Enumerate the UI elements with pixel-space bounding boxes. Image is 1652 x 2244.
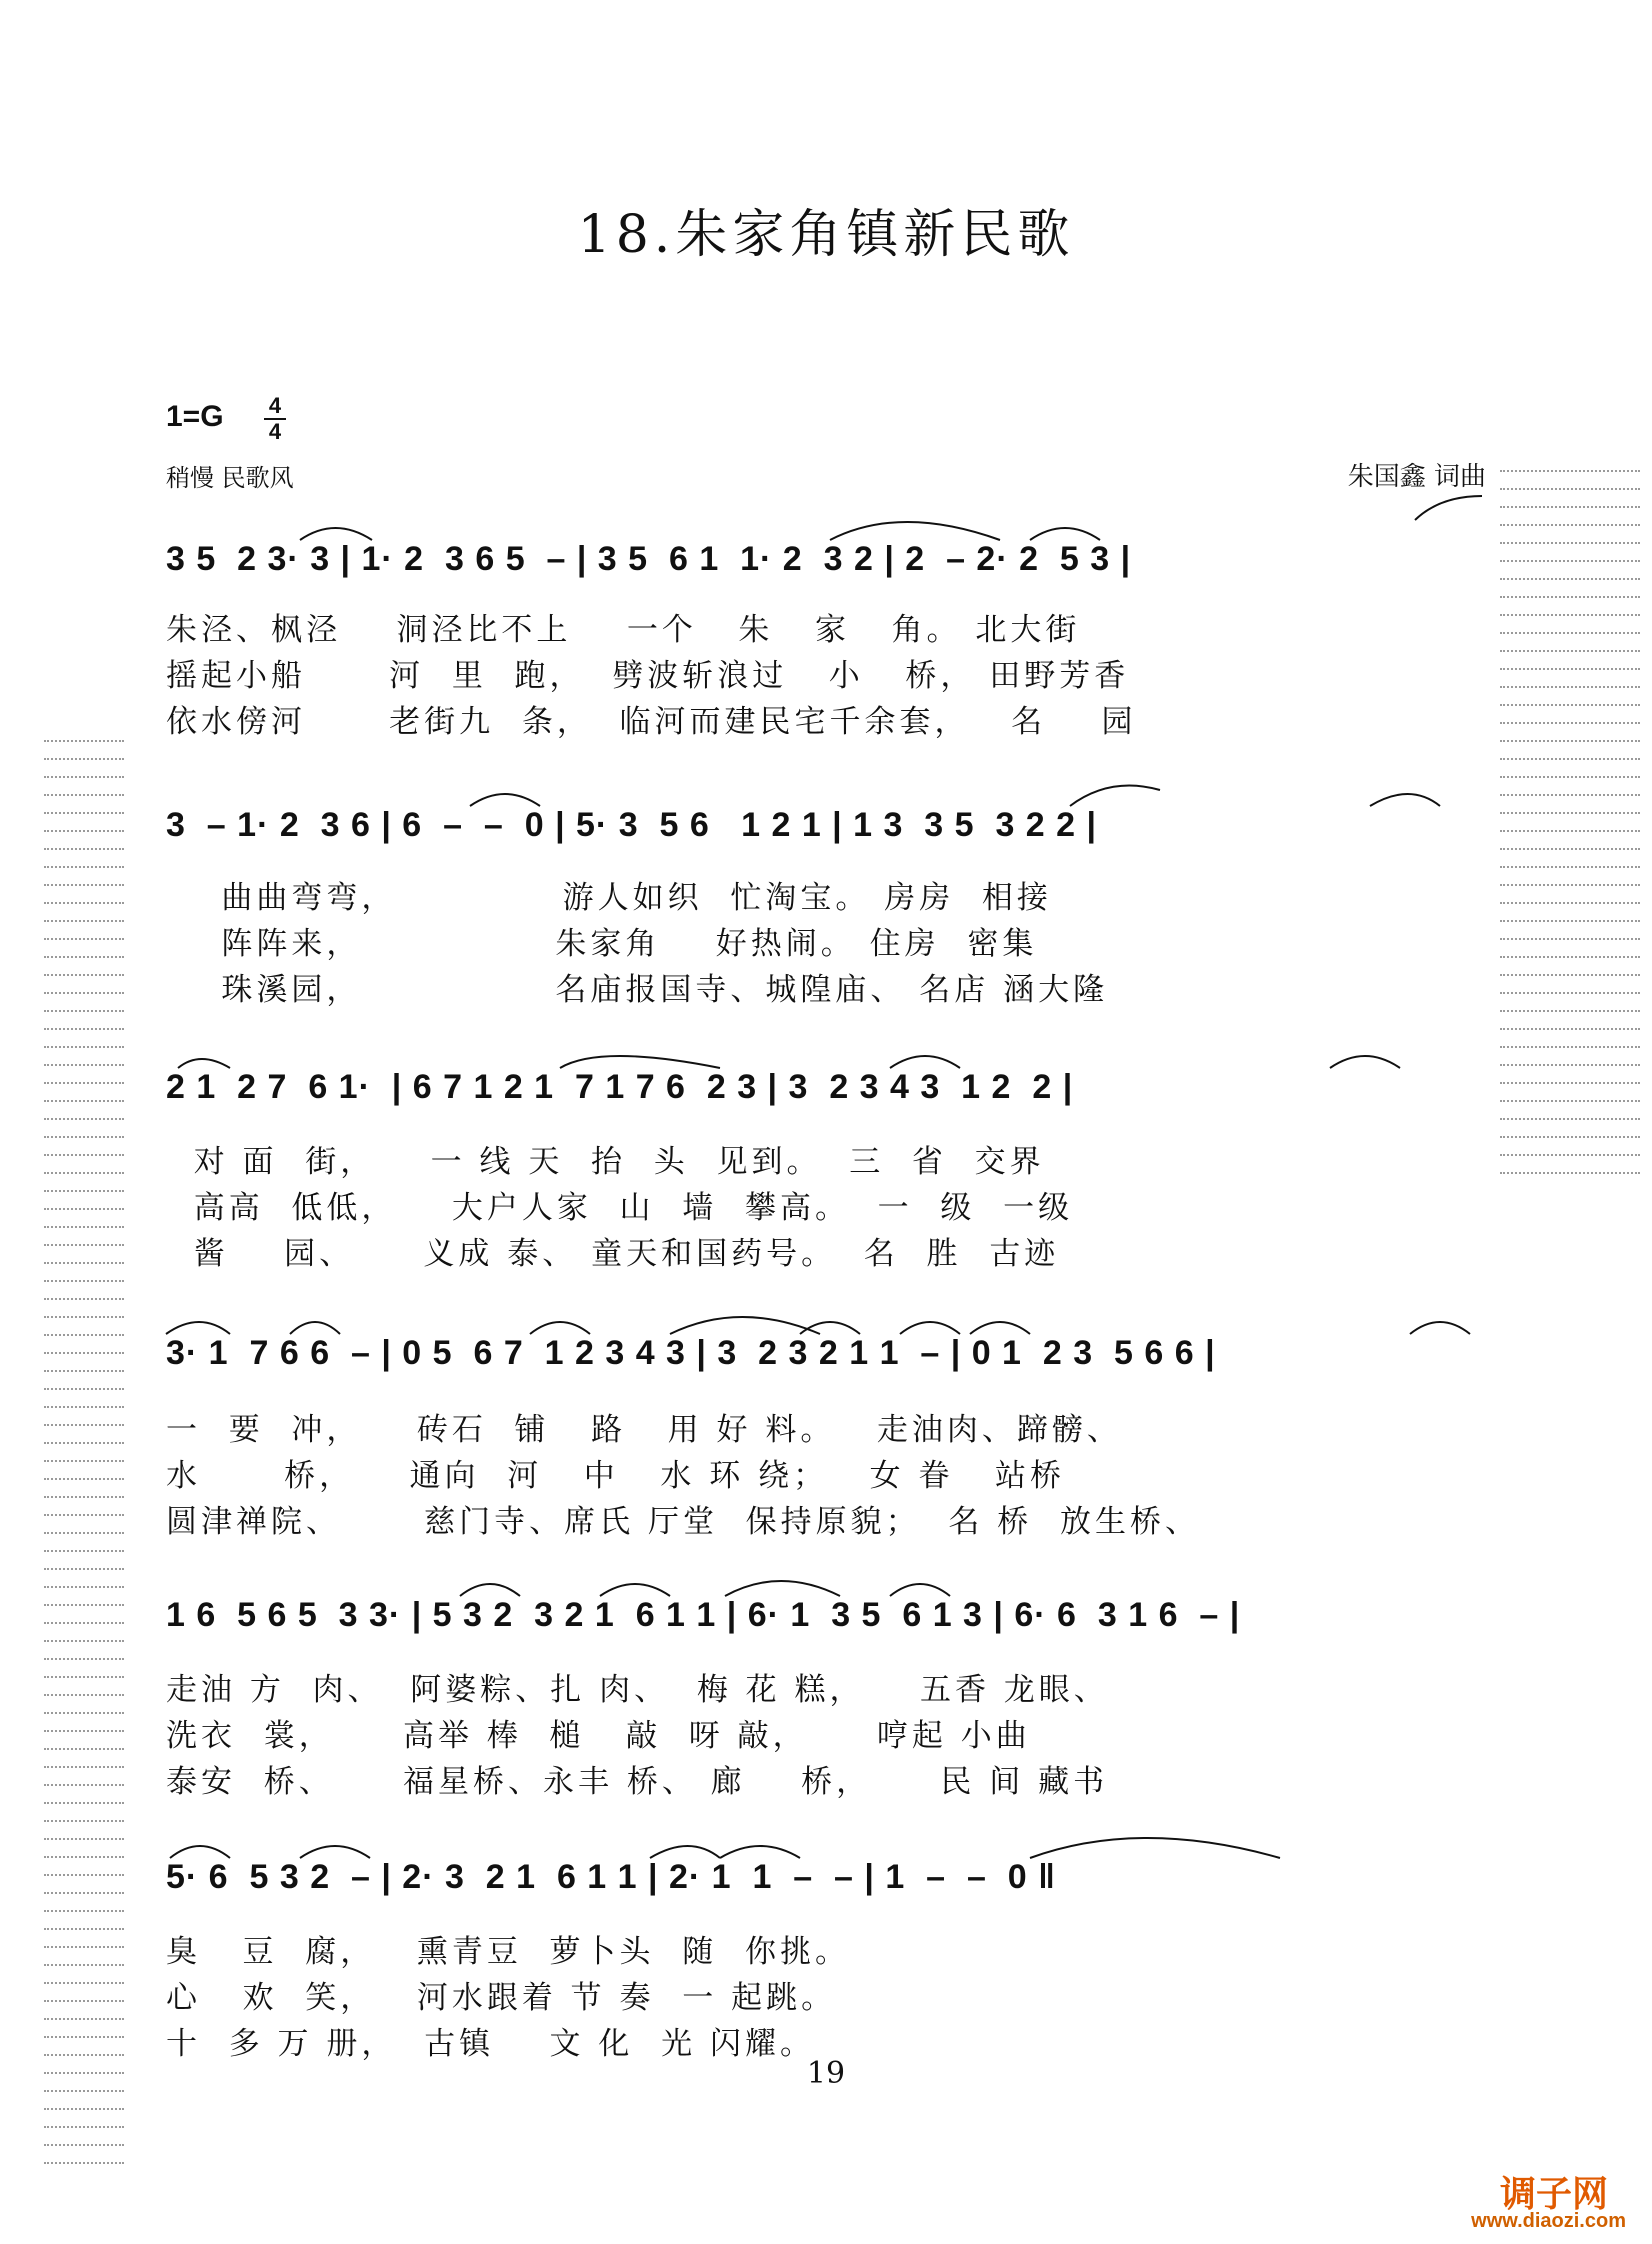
lyric-line-6-verse-1: 臭 豆 腐， 熏青豆 萝卜头 随 你挑。 <box>166 1934 850 1970</box>
time-signature-bottom: 4 <box>264 418 286 444</box>
key-signature: 1=G <box>166 400 224 433</box>
notation-line-3: 2 1 2 7 6 1· | 6 7 1 2 1 7 1 7 6 2 3 | 3 2 3 4 3 1 2 2 | <box>166 1068 1074 1106</box>
lyric-line-2-verse-1: 曲曲弯弯， 游人如织 忙淘宝。 房房 相接 <box>166 880 1052 916</box>
lyric-line-6-verse-3: 十 多 万 册， 古镇 文 化 光 闪耀。 <box>166 2026 815 2062</box>
lyric-line-3-verse-1: 对 面 街， 一 线 天 抬 头 见到。 三 省 交界 <box>166 1144 1045 1180</box>
lyric-line-5-verse-3: 泰安 桥、 福星桥、永丰 桥、 廊 桥， 民 间 藏书 <box>166 1764 1109 1800</box>
notation-line-1: 3 5 2 3· 3 | 1· 2 3 6 5 – | 3 5 6 1 1· 2 3 2 | 2 – 2· 2 5 3 | <box>166 540 1132 578</box>
notation-line-6: 5· 6 5 3 2 – | 2· 3 2 1 6 1 1 | 2· 1 1 – – | 1 – – 0 ‖ <box>166 1858 1057 1896</box>
lyric-line-1-verse-2: 摇起小船 河 里 跑， 劈波斩浪过 小 桥， 田野芳香 <box>166 658 1130 694</box>
page-number: 19 <box>806 2056 846 2091</box>
tempo-marking: 稍慢 民歌风 <box>166 464 294 492</box>
lyric-line-4-verse-3: 圆津禅院、 慈门寺、席氏 厅堂 保持原貌； 名 桥 放生桥、 <box>166 1504 1200 1540</box>
lyric-line-4-verse-1: 一 要 冲， 砖石 铺 路 用 好 料。 走油肉、蹄髈、 <box>166 1412 1122 1448</box>
time-signature-top: 4 <box>268 393 282 418</box>
lyric-line-6-verse-2: 心 欢 笑， 河水跟着 节 奏 一 起跳。 <box>166 1980 837 2016</box>
lyric-line-1-verse-3: 依水傍河 老街九 条， 临河而建民宅千余套， 名 园 <box>166 704 1137 740</box>
lyric-line-5-verse-1: 走油 方 肉、 阿婆粽、扎 肉、 梅 花 糕， 五香 龙眼、 <box>166 1672 1109 1708</box>
notation-line-4: 3· 1 7 6 6 – | 0 5 6 7 1 2 3 4 3 | 3 2 3 2 1 1 – | 0 1 2 3 5 6 6 | <box>166 1334 1216 1372</box>
song-title: 18.朱家角镇新民歌 <box>577 205 1075 265</box>
lyric-line-1-verse-1: 朱泾、枫泾 洞泾比不上 一个 朱 家 角。 北大街 <box>166 612 1081 648</box>
lyric-line-4-verse-2: 水 桥， 通向 河 中 水 环 绕； 女 眷 站桥 <box>166 1458 1066 1494</box>
lyric-line-2-verse-3: 珠溪园， 名庙报国寺、城隍庙、 名店 涵大隆 <box>166 972 1109 1008</box>
lyric-line-3-verse-3: 酱 园、 义成 泰、 童天和国药号。 名 胜 古迹 <box>166 1236 1060 1272</box>
watermark-name: 调子网 <box>1499 2174 1608 2215</box>
watermark-url: www.diaozi.com <box>1471 2210 1626 2232</box>
notation-line-5: 1 6 5 6 5 3 3· | 5 3 2 3 2 1 6 1 1 | 6· 1 3 5 6 1 3 | 6· 6 3 1 6 – | <box>166 1596 1241 1634</box>
lyric-line-2-verse-2: 阵阵来， 朱家角 好热闹。 住房 密集 <box>166 926 1038 962</box>
notation-line-2: 3 – 1· 2 3 6 | 6 – – 0 | 5· 3 5 6 1 2 1 | 1 3 3 5 3 2 2 | <box>166 806 1098 844</box>
composer-credit: 朱国鑫 词曲 <box>1347 462 1486 492</box>
lyric-line-3-verse-2: 高高 低低， 大户人家 山 墙 攀高。 一 级 一级 <box>166 1190 1074 1226</box>
lyric-line-5-verse-2: 洗衣 裳， 高举 棒 槌 敲 呀 敲， 哼起 小曲 <box>166 1718 1031 1754</box>
